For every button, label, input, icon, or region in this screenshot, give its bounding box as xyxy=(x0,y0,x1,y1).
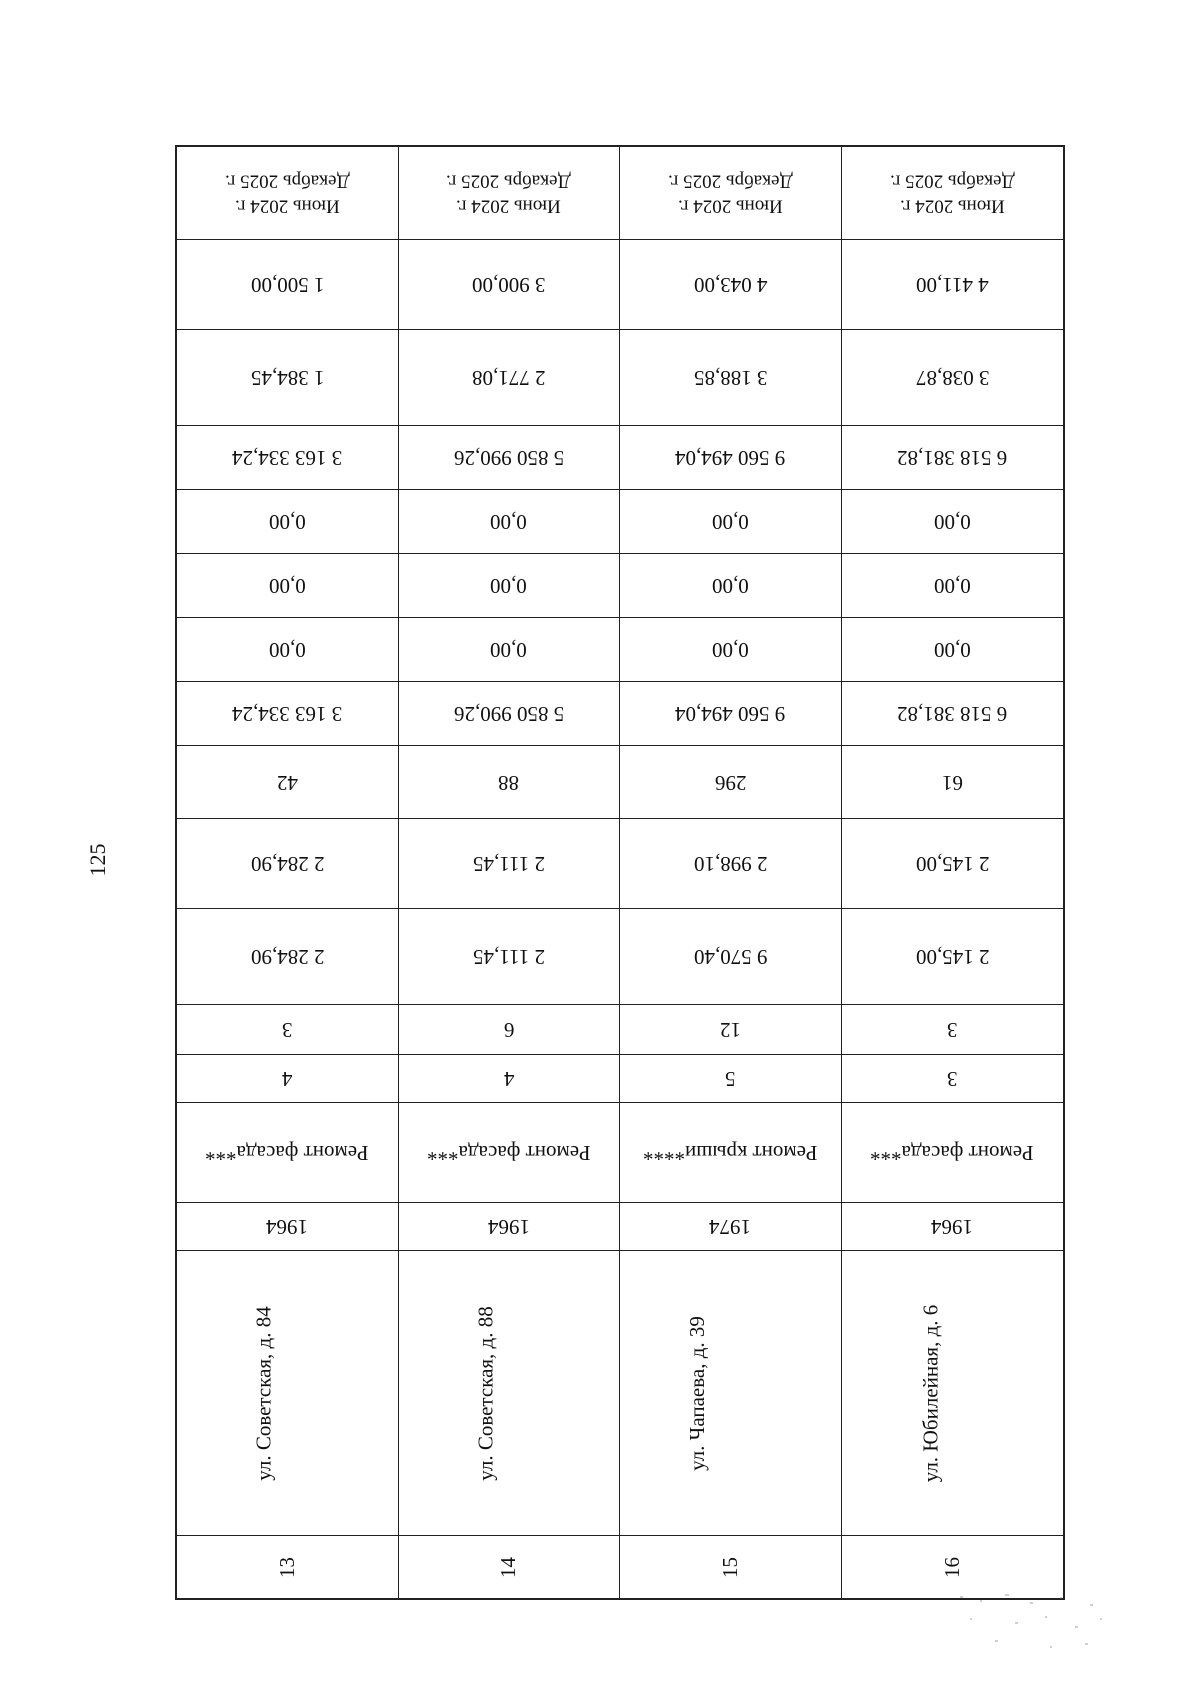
area-living-cell xyxy=(399,819,620,909)
table-row xyxy=(842,147,1064,1598)
cost-owners-cell xyxy=(399,426,620,490)
cost-total: 3 163 334,24 xyxy=(232,702,343,726)
table-row xyxy=(399,147,621,1598)
apartments: 12 xyxy=(719,1018,741,1042)
row-number: 14 xyxy=(496,1556,521,1578)
area-living: 2 284,90 xyxy=(250,852,324,876)
area-living-cell xyxy=(177,819,398,909)
work-cell xyxy=(842,1103,1064,1203)
period-cell xyxy=(842,147,1064,240)
unit-cost: 2 771,08 xyxy=(472,366,546,390)
table-row xyxy=(177,147,399,1598)
period-start: Июнь 2024 г. xyxy=(899,195,1005,217)
cost-b: 0,00 xyxy=(490,574,528,598)
cost-c: 0,00 xyxy=(490,510,528,534)
apartments-cell xyxy=(842,1005,1064,1055)
table-row xyxy=(620,147,842,1598)
period-cell xyxy=(399,147,620,240)
cost-b-cell xyxy=(620,554,841,618)
max-cost: 1 500,00 xyxy=(250,273,324,297)
address: ул. Советская, д. 88 xyxy=(473,1305,498,1481)
cost-owners-cell xyxy=(842,426,1064,490)
area-living: 2 998,10 xyxy=(693,852,767,876)
row-number-cell xyxy=(177,1536,398,1598)
apartments: 3 xyxy=(282,1018,293,1042)
apartments-cell xyxy=(620,1005,841,1055)
work-type: Ремонт фасада*** xyxy=(870,1141,1034,1165)
floors-cell xyxy=(620,1055,841,1103)
unit-cost: 1 384,45 xyxy=(250,366,324,390)
address-cell xyxy=(842,1251,1064,1536)
unit-cost-cell xyxy=(620,330,841,426)
floors-cell xyxy=(177,1055,398,1103)
area-living: 2 145,00 xyxy=(915,852,989,876)
cost-a: 0,00 xyxy=(490,638,528,662)
cost-b-cell xyxy=(399,554,620,618)
cost-total-cell xyxy=(842,682,1064,746)
period-start: Июнь 2024 г. xyxy=(456,195,562,217)
apartments: 3 xyxy=(947,1018,958,1042)
year-cell xyxy=(177,1203,398,1251)
cost-b: 0,00 xyxy=(933,574,971,598)
row-number: 13 xyxy=(274,1556,299,1578)
unit-cost-cell xyxy=(177,330,398,426)
cost-owners-cell xyxy=(620,426,841,490)
max-cost: 3 900,00 xyxy=(472,273,546,297)
address-cell xyxy=(177,1251,398,1536)
repair-schedule-table xyxy=(175,145,1065,1600)
year-cell xyxy=(620,1203,841,1251)
period-start: Июнь 2024 г. xyxy=(234,195,340,217)
max-cost-cell xyxy=(399,240,620,330)
floors: 4 xyxy=(503,1067,514,1091)
max-cost-cell xyxy=(842,240,1064,330)
area-living-cell xyxy=(842,819,1064,909)
floors: 4 xyxy=(282,1067,293,1091)
cost-total: 6 518 381,82 xyxy=(897,702,1008,726)
max-cost-cell xyxy=(177,240,398,330)
max-cost-cell xyxy=(620,240,841,330)
address-cell xyxy=(620,1251,841,1536)
address: ул. Чапаева, д. 39 xyxy=(684,1315,709,1471)
cost-c: 0,00 xyxy=(268,510,306,534)
apartments-cell xyxy=(399,1005,620,1055)
floors: 3 xyxy=(947,1067,958,1091)
cost-owners: 3 163 334,24 xyxy=(232,446,343,470)
apartments-cell xyxy=(177,1005,398,1055)
cost-c: 0,00 xyxy=(711,510,749,534)
cost-b-cell xyxy=(842,554,1064,618)
cost-a-cell xyxy=(177,618,398,682)
cost-owners: 6 518 381,82 xyxy=(897,446,1008,470)
residents-cell xyxy=(842,746,1064,819)
cost-total-cell xyxy=(177,682,398,746)
period-end: Декабрь 2025 г. xyxy=(667,171,793,192)
residents-cell xyxy=(399,746,620,819)
cost-a-cell xyxy=(399,618,620,682)
floors-cell xyxy=(399,1055,620,1103)
row-number: 15 xyxy=(717,1556,742,1578)
cost-owners: 5 850 990,26 xyxy=(453,446,564,470)
cost-c-cell xyxy=(177,490,398,554)
cost-c-cell xyxy=(842,490,1064,554)
area-total-cell xyxy=(177,909,398,1005)
unit-cost: 3 188,85 xyxy=(693,366,767,390)
cost-c-cell xyxy=(399,490,620,554)
period-end: Декабрь 2025 г. xyxy=(889,171,1015,192)
cost-c: 0,00 xyxy=(933,510,971,534)
residents: 42 xyxy=(276,770,298,795)
cost-a-cell xyxy=(620,618,841,682)
area-living: 2 111,45 xyxy=(472,852,545,876)
area-total: 2 284,90 xyxy=(250,945,324,969)
cost-owners: 9 560 494,04 xyxy=(675,446,786,470)
period-start: Июнь 2024 г. xyxy=(677,195,783,217)
cost-owners-cell xyxy=(177,426,398,490)
work-type: Ремонт фасада*** xyxy=(205,1141,369,1165)
residents: 61 xyxy=(941,770,963,795)
residents-cell xyxy=(620,746,841,819)
max-cost: 4 411,00 xyxy=(915,273,989,297)
unit-cost-cell xyxy=(399,330,620,426)
residents-cell xyxy=(177,746,398,819)
cost-total-cell xyxy=(620,682,841,746)
apartments: 6 xyxy=(503,1018,514,1042)
build-year: 1964 xyxy=(266,1215,309,1239)
build-year: 1964 xyxy=(931,1215,974,1239)
scan-noise xyxy=(950,1588,1120,1658)
build-year: 1974 xyxy=(709,1215,752,1239)
build-year: 1964 xyxy=(487,1215,530,1239)
area-total: 2 111,45 xyxy=(472,945,545,969)
residents: 296 xyxy=(714,770,746,795)
cost-total: 9 560 494,04 xyxy=(675,702,786,726)
cost-a: 0,00 xyxy=(268,638,306,662)
row-number-cell xyxy=(620,1536,841,1598)
cost-b-cell xyxy=(177,554,398,618)
area-total-cell xyxy=(399,909,620,1005)
cost-total-cell xyxy=(399,682,620,746)
period-cell xyxy=(620,147,841,240)
period-cell xyxy=(177,147,398,240)
address-cell xyxy=(399,1251,620,1536)
area-total: 9 570,40 xyxy=(693,945,767,969)
cost-total: 5 850 990,26 xyxy=(453,702,564,726)
period-end: Декабрь 2025 г. xyxy=(224,171,350,192)
floors: 5 xyxy=(725,1067,736,1091)
unit-cost: 3 038,87 xyxy=(915,366,989,390)
year-cell xyxy=(842,1203,1064,1251)
unit-cost-cell xyxy=(842,330,1064,426)
address: ул. Советская, д. 84 xyxy=(251,1305,276,1481)
cost-a: 0,00 xyxy=(933,638,971,662)
row-number: 16 xyxy=(939,1556,964,1578)
row-number-cell xyxy=(399,1536,620,1598)
work-cell xyxy=(620,1103,841,1203)
work-cell xyxy=(177,1103,398,1203)
year-cell xyxy=(399,1203,620,1251)
address: ул. Юбилейная, д. 6 xyxy=(917,1304,942,1482)
residents: 88 xyxy=(498,770,520,795)
period-end: Декабрь 2025 г. xyxy=(446,171,572,192)
cost-c-cell xyxy=(620,490,841,554)
area-total-cell xyxy=(842,909,1064,1005)
area-total-cell xyxy=(620,909,841,1005)
cost-a: 0,00 xyxy=(711,638,749,662)
work-type: Ремонт крыши**** xyxy=(643,1141,818,1165)
cost-b: 0,00 xyxy=(711,574,749,598)
area-total: 2 145,00 xyxy=(915,945,989,969)
work-cell xyxy=(399,1103,620,1203)
max-cost: 4 043,00 xyxy=(693,273,767,297)
page-number: 125 xyxy=(85,843,110,877)
area-living-cell xyxy=(620,819,841,909)
cost-b: 0,00 xyxy=(268,574,306,598)
cost-a-cell xyxy=(842,618,1064,682)
floors-cell xyxy=(842,1055,1064,1103)
work-type: Ремонт фасада*** xyxy=(426,1141,591,1165)
